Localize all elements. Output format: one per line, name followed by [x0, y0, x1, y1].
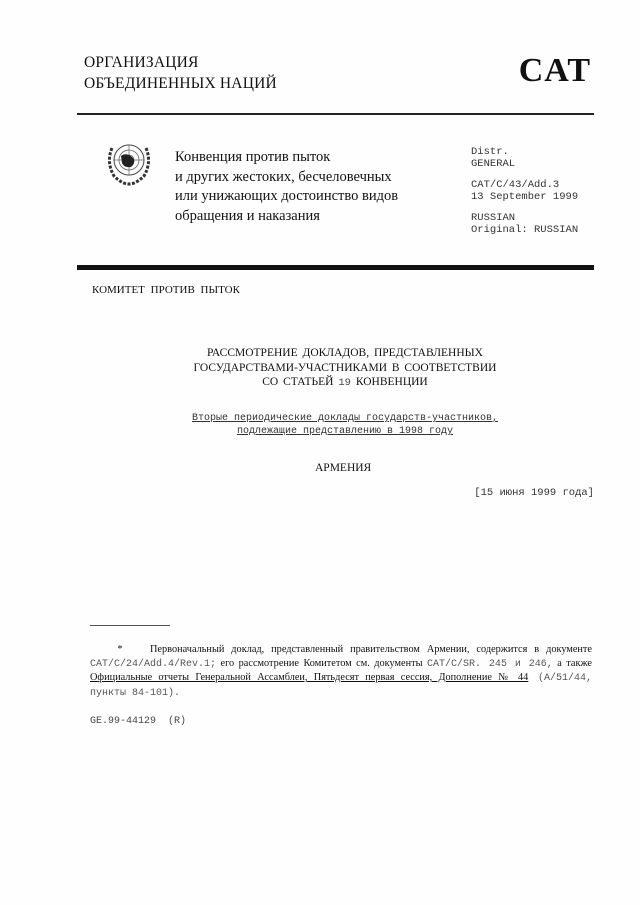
convention-line-3: или унижающих достоинство видов: [175, 188, 399, 204]
distr-general: GENERAL: [471, 157, 516, 170]
title-line-1: РАССМОТРЕНИЕ ДОКЛАДОВ, ПРЕДСТАВЛЕННЫХ: [207, 347, 483, 359]
org-line-2: ОБЪЕДИНЕННЫХ НАЦИЙ: [84, 75, 277, 92]
doc-reference-3: (A/51/44, пункты 84-101).: [90, 673, 592, 699]
report-subtitle: [180, 412, 510, 438]
doc-reference-1: CAT/C/24/Add.4/Rev.1;: [90, 658, 217, 670]
document-date: 13 September 1999: [471, 190, 579, 203]
title-line-2: ГОСУДАРСТВАМИ-УЧАСТНИКАМИ В СООТВЕТСТВИИ: [193, 361, 497, 374]
country-name: АРМЕНИЯ: [315, 462, 372, 474]
convention-line-4: обращения и наказания: [175, 207, 320, 224]
document-language: RUSSIAN: [471, 212, 516, 224]
distr-label: Distr.: [471, 146, 509, 158]
un-emblem-icon: [104, 138, 154, 186]
footnote: * Первоначальный доклад, представленный правительством Армении, содержится в документе CAT/C/24/Add.4/Rev.1; его рассмотрение Комитетом см. документы CAT/C/SR. 245 и 246, а также Официальные отчеты Генеральной Ассамблеи, Пятьдесят первая сессия, Дополнение № 44 (A/51/44, пункты 84-101).: [90, 644, 593, 699]
document-code: CAT: [518, 52, 591, 89]
convention-line-2: и других жестоких, бесчеловечных: [175, 168, 392, 185]
organization-name: [84, 52, 277, 94]
convention-title: [175, 148, 398, 226]
title-line-3: СО СТАТЬЕЙ 19 КОНВЕНЦИИ: [262, 376, 428, 389]
report-date: [15 июня 1999 года]: [474, 487, 594, 499]
convention-line-1: Конвенция против пыток: [175, 149, 331, 165]
footnote-divider: [90, 625, 170, 626]
original-language: Original: RUSSIAN: [471, 223, 579, 236]
header-divider: [77, 113, 594, 115]
thick-divider: [77, 265, 594, 270]
doc-reference-2: CAT/C/SR. 245 и 246,: [427, 658, 553, 670]
subtitle-line-2: подлежащие представлению в 1998 году: [236, 426, 454, 437]
official-records-reference: Официальные отчеты Генеральной Ассамблеи, Пятьдесят первая сессия, Дополнение № 44: [90, 672, 529, 683]
subtitle-line-1: Вторые периодические доклады государств-участников,: [191, 413, 499, 424]
section-title: [180, 346, 510, 391]
document-symbol: CAT/C/43/Add.3: [471, 179, 560, 191]
committee-name: КОМИТЕТ ПРОТИВ ПЫТОК: [92, 284, 240, 296]
job-number: GE.99-44129 (R): [90, 716, 187, 727]
org-line-1: ОРГАНИЗАЦИЯ: [84, 54, 199, 71]
distribution-block: [471, 147, 578, 236]
footnote-marker: *: [117, 644, 123, 655]
